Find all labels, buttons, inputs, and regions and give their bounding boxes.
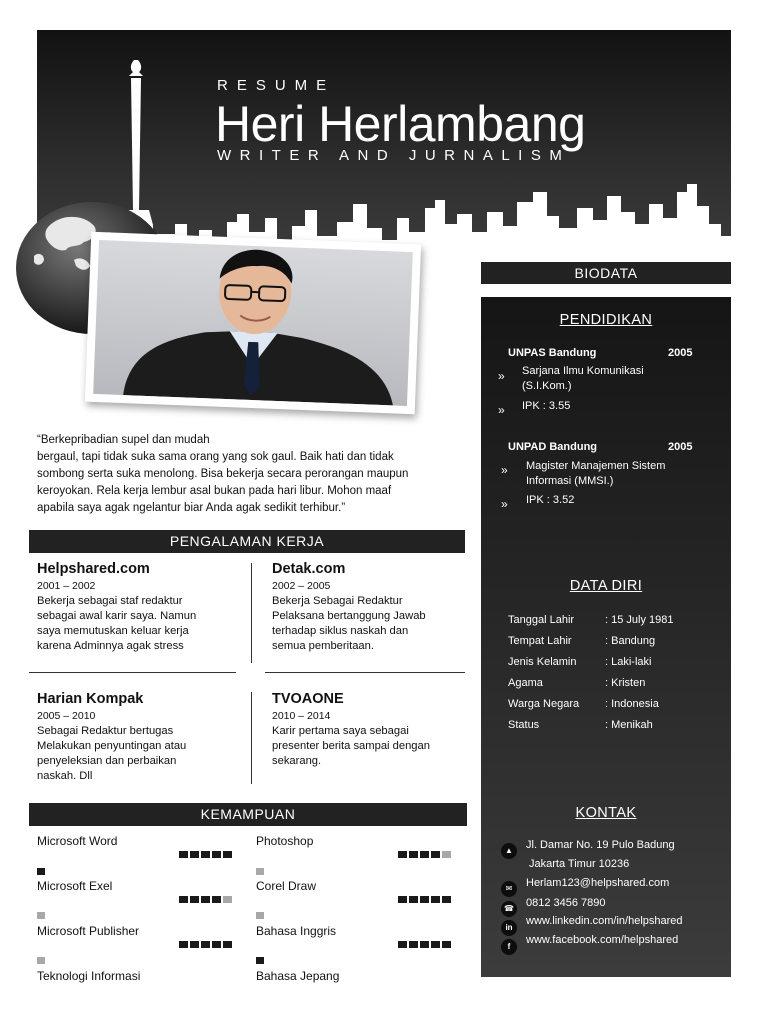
skill-level-block <box>420 896 429 903</box>
sidebar-panel <box>481 297 731 977</box>
skill-level-block <box>431 896 440 903</box>
skill-level-block <box>442 851 451 858</box>
skill-level-block <box>409 896 418 903</box>
skill-marker <box>37 957 45 964</box>
contact-phone[interactable]: 0812 3456 7890 <box>526 897 606 909</box>
divider <box>265 672 465 673</box>
skill-level-bars <box>398 935 453 953</box>
quote-line: bergaul, tapi tidak suka sama orang yang sok gaul. Baik hati dan tidak <box>37 451 394 463</box>
skill-item <box>37 834 237 874</box>
skill-level-block <box>442 896 451 903</box>
profile-photo <box>93 240 413 406</box>
job-years: 2010 – 2014 <box>272 710 331 722</box>
skill-name: Bahasa Inggris <box>256 924 337 938</box>
skill-level-block <box>420 941 429 948</box>
skill-level-block <box>190 941 199 948</box>
job-description-line: Bekerja sebagai staf redaktur <box>37 595 183 607</box>
job-description-line: naskah. Dll <box>37 770 93 782</box>
skill-level-block <box>223 896 232 903</box>
job-description-line: presenter berita sampai dengan <box>272 740 430 752</box>
personal-data-value: : Bandung <box>605 635 656 647</box>
phone-icon: ☎ <box>501 901 517 917</box>
job-company: Harian Kompak <box>37 691 144 707</box>
skill-level-block <box>201 941 210 948</box>
skill-level-block <box>431 941 440 948</box>
skill-marker <box>256 868 264 875</box>
education-detail: IPK : 3.55 <box>522 400 571 412</box>
skill-level-block <box>190 851 199 858</box>
skill-item <box>37 924 237 964</box>
experience-section-title: PENGALAMAN KERJA <box>29 530 465 553</box>
skill-level-bars <box>179 890 234 908</box>
job-company: TVOAONE <box>272 691 344 707</box>
job-description-line: semua pemberitaan. <box>272 640 374 652</box>
facebook-icon: f <box>501 939 517 955</box>
personal-data-value: : Menikah <box>605 719 653 731</box>
skill-level-block <box>201 896 210 903</box>
skill-level-block <box>212 941 221 948</box>
personal-data-label: Status <box>508 719 540 731</box>
skill-level-block <box>398 941 407 948</box>
skill-name: Microsoft Publisher <box>37 924 140 938</box>
skill-level-block <box>223 941 232 948</box>
chevron-right-icon: » <box>501 497 508 511</box>
contact-address: Jakarta Timur 10236 <box>529 858 630 870</box>
profile-photo-frame <box>85 232 421 415</box>
quote-line: “Berkepribadian supel dan mudah <box>37 434 210 446</box>
job-years: 2002 – 2005 <box>272 580 331 592</box>
job-description-line: Sebagai Redaktur bertugas <box>37 725 174 737</box>
job-description-line: Bekerja Sebagai Redaktur <box>272 595 403 607</box>
school-year: 2005 <box>668 347 693 359</box>
personal-data-label: Warga Negara <box>508 698 580 710</box>
skill-name: Microsoft Exel <box>37 879 113 893</box>
person-role: WRITER AND JURNALISM <box>217 147 571 164</box>
skill-level-block <box>179 896 188 903</box>
biodata-section-title: BIODATA <box>481 262 731 284</box>
skill-name: Photoshop <box>256 834 314 848</box>
personal-data-label: Agama <box>508 677 543 689</box>
chevron-right-icon: » <box>498 369 505 383</box>
person-name: Heri Herlambang <box>215 96 586 152</box>
skill-level-block <box>431 851 440 858</box>
divider <box>251 692 252 784</box>
job-description-line: Karir pertama saya sebagai <box>272 725 409 737</box>
job-years: 2001 – 2002 <box>37 580 96 592</box>
contact-address: Jl. Damar No. 19 Pulo Badung <box>526 839 675 851</box>
skill-name: Bahasa Jepang <box>256 969 340 983</box>
skill-level-block <box>212 851 221 858</box>
quote-line: apabila saya agak ngelantur biar Anda agak sedikit terhibur.” <box>37 502 346 514</box>
job-description-line: Melakukan penyuntingan atau <box>37 740 187 752</box>
skill-level-block <box>201 851 210 858</box>
personal-data-value: : Indonesia <box>605 698 659 710</box>
education-detail: Informasi (MMSI.) <box>526 475 614 487</box>
skill-marker <box>37 868 45 875</box>
chevron-right-icon: » <box>498 403 505 417</box>
personal-data-label: Tanggal Lahir <box>508 614 575 626</box>
job-description-line: karena Adminnya agak stress <box>37 640 184 652</box>
skill-item <box>37 969 237 1009</box>
personal-data-label: Jenis Kelamin <box>508 656 577 668</box>
skill-level-block <box>409 851 418 858</box>
skill-level-block <box>398 896 407 903</box>
job-entry <box>272 692 472 769</box>
job-description-line: sebagai awal karir saya. Namun <box>37 610 197 622</box>
skill-level-bars <box>179 935 234 953</box>
personal-data-value: : Kristen <box>605 677 646 689</box>
divider <box>251 563 252 663</box>
job-company: Detak.com <box>272 561 346 577</box>
divider <box>29 672 236 673</box>
resume-label: RESUME <box>217 77 336 94</box>
job-entry <box>37 562 237 654</box>
school-name: UNPAD Bandung <box>508 441 598 453</box>
contact-linkedin[interactable]: www.linkedin.com/in/helpshared <box>526 915 683 927</box>
skill-marker <box>256 957 264 964</box>
job-entry <box>37 692 237 784</box>
education-detail: Sarjana Ilmu Komunikasi <box>522 365 644 377</box>
school-name: UNPAS Bandung <box>508 347 597 359</box>
person-silhouette <box>93 240 413 406</box>
location-icon: ▲ <box>501 843 517 859</box>
education-detail: Magister Manajemen Sistem <box>526 460 666 472</box>
skill-item <box>37 879 237 919</box>
quote-line: sombong serta suka menolong. Bisa bekerja secara perorangan maupun <box>37 468 409 480</box>
skills-section-title: KEMAMPUAN <box>29 803 467 826</box>
skill-level-block <box>179 941 188 948</box>
email-icon: ✉ <box>501 881 517 897</box>
skill-level-block <box>398 851 407 858</box>
contact-email[interactable]: Herlam123@helpshared.com <box>526 877 670 889</box>
skill-level-block <box>223 851 232 858</box>
skill-name: Corel Draw <box>256 879 317 893</box>
job-description-line: penyeleksian dan perbaikan <box>37 755 177 767</box>
skill-marker <box>37 912 45 919</box>
skill-level-block <box>190 896 199 903</box>
job-description-line: Pelaksana bertanggung Jawab <box>272 610 426 622</box>
job-description-line: terhadap siklus naskah dan <box>272 625 409 637</box>
personal-quote <box>37 432 457 517</box>
quote-line: keroyokan. Rela kerja lembur asal bukan pada hari libur. Mohon maaf <box>37 485 392 497</box>
contact-facebook[interactable]: www.facebook.com/helpshared <box>526 934 679 946</box>
skill-level-block <box>179 851 188 858</box>
skill-level-block <box>409 941 418 948</box>
personal-data-title: DATA DIRI <box>569 578 643 594</box>
job-entry <box>272 562 472 654</box>
skill-level-block <box>420 851 429 858</box>
linkedin-icon: in <box>501 920 517 936</box>
job-years: 2005 – 2010 <box>37 710 96 722</box>
education-detail: IPK : 3.52 <box>526 494 575 506</box>
job-description-line: saya memutuskan keluar kerja <box>37 625 189 637</box>
skill-level-bars <box>398 890 453 908</box>
skill-level-block <box>442 941 451 948</box>
school-year: 2005 <box>668 441 693 453</box>
skill-level-bars <box>398 845 453 863</box>
education-title: PENDIDIKAN <box>559 312 653 328</box>
skill-level-bars <box>179 845 234 863</box>
job-company: Helpshared.com <box>37 561 150 577</box>
skill-item <box>256 969 456 1009</box>
chevron-right-icon: » <box>501 463 508 477</box>
education-detail: (S.I.Kom.) <box>522 380 572 392</box>
skill-name: Microsoft Word <box>37 834 118 848</box>
skill-item <box>256 834 456 874</box>
skill-marker <box>256 912 264 919</box>
personal-data-value: : Laki-laki <box>605 656 652 668</box>
skill-item <box>256 924 456 964</box>
skill-level-block <box>212 896 221 903</box>
personal-data-value: : 15 July 1981 <box>605 614 674 626</box>
skill-item <box>256 879 456 919</box>
job-description-line: sekarang. <box>272 755 322 767</box>
skill-name: Teknologi Informasi <box>37 969 141 983</box>
personal-data-label: Tempat Lahir <box>508 635 572 647</box>
contact-title: KONTAK <box>575 805 637 821</box>
